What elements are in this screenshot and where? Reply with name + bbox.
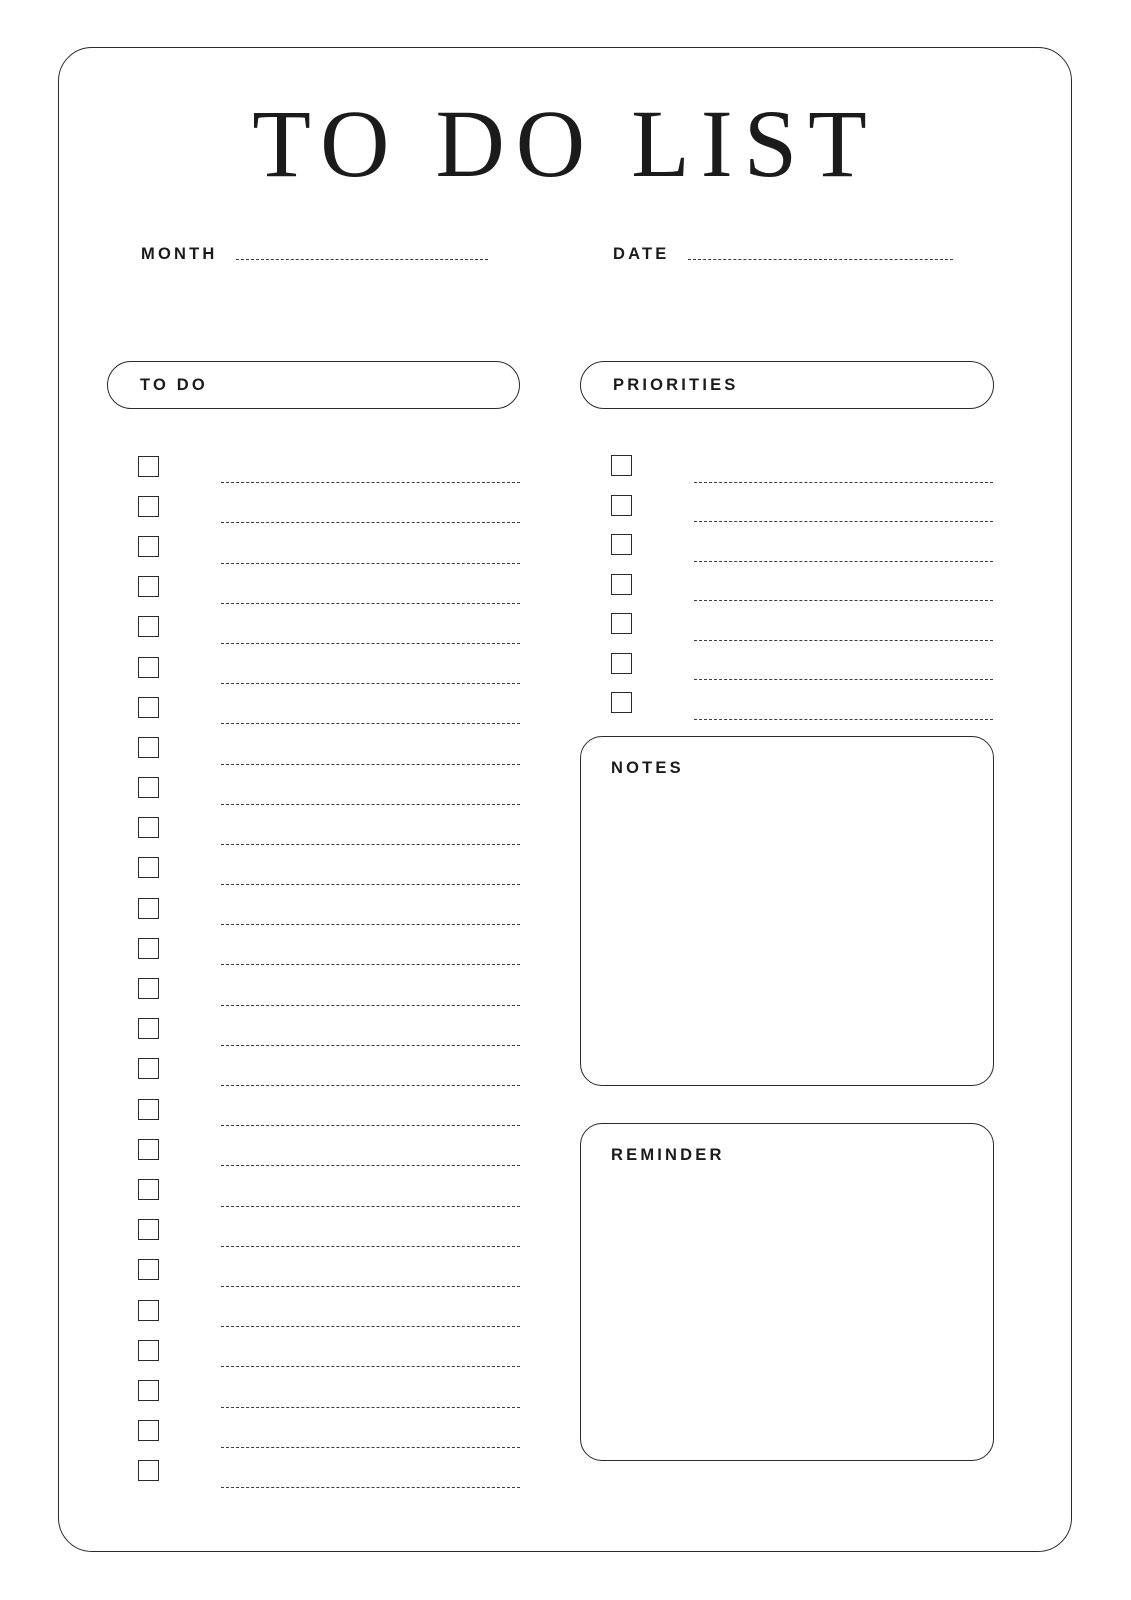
todo-item-input-line[interactable] [221,1206,520,1207]
todo-section-header [107,361,520,409]
checkbox-icon[interactable] [611,613,632,634]
priority-item-input-line[interactable] [694,482,993,483]
todo-item-row[interactable] [138,446,520,486]
priority-item-row[interactable] [611,486,993,526]
todo-item-row[interactable] [138,1411,520,1451]
todo-item-input-line[interactable] [221,1286,520,1287]
priority-item-row[interactable] [611,525,993,565]
todo-item-input-line[interactable] [221,1447,520,1448]
checkbox-icon[interactable] [611,534,632,555]
checkbox-icon[interactable] [138,1179,159,1200]
checkbox-icon[interactable] [138,1099,159,1120]
todo-checklist [138,446,520,1491]
todo-item-input-line[interactable] [221,522,520,523]
checkbox-icon[interactable] [611,455,632,476]
todo-item-row[interactable] [138,1129,520,1169]
todo-item-row[interactable] [138,1330,520,1370]
todo-item-row[interactable] [138,1049,520,1089]
priority-item-row[interactable] [611,644,993,684]
todo-item-row[interactable] [138,526,520,566]
priority-item-row[interactable] [611,604,993,644]
todo-item-input-line[interactable] [221,844,520,845]
checkbox-icon[interactable] [138,737,159,758]
date-field[interactable] [613,245,953,264]
checkbox-icon[interactable] [138,697,159,718]
priorities-section-header [580,361,994,409]
checkbox-icon[interactable] [138,938,159,959]
priority-item-row[interactable] [611,565,993,605]
todo-item-input-line[interactable] [221,563,520,564]
checkbox-icon[interactable] [138,1340,159,1361]
checkbox-icon[interactable] [138,1018,159,1039]
todo-item-input-line[interactable] [221,924,520,925]
reminder-label: REMINDER [611,1146,725,1164]
todo-item-input-line[interactable] [221,1407,520,1408]
checkbox-icon[interactable] [138,496,159,517]
priorities-section-label: PRIORITIES [613,375,739,394]
todo-item-row[interactable] [138,888,520,928]
todo-item-input-line[interactable] [221,1045,520,1046]
todo-item-row[interactable] [138,567,520,607]
checkbox-icon[interactable] [138,536,159,557]
page-title: TO DO LIST [252,90,878,197]
checkbox-icon[interactable] [138,1219,159,1240]
todo-item-row[interactable] [138,1290,520,1330]
todo-item-input-line[interactable] [221,804,520,805]
checkbox-icon[interactable] [138,1420,159,1441]
priority-item-input-line[interactable] [694,719,993,720]
todo-item-row[interactable] [138,1169,520,1209]
todo-item-input-line[interactable] [221,1366,520,1367]
date-input-line[interactable] [688,259,953,260]
priority-item-input-line[interactable] [694,600,993,601]
checkbox-icon[interactable] [138,817,159,838]
todo-item-input-line[interactable] [221,1487,520,1488]
checkbox-icon[interactable] [138,1460,159,1481]
checkbox-icon[interactable] [138,1139,159,1160]
todo-item-row[interactable] [138,1250,520,1290]
reminder-box[interactable] [580,1123,994,1461]
priority-item-row[interactable] [611,446,993,486]
todo-item-input-line[interactable] [221,1246,520,1247]
todo-item-input-line[interactable] [221,683,520,684]
checkbox-icon[interactable] [138,1058,159,1079]
todo-item-row[interactable] [138,928,520,968]
todo-item-row[interactable] [138,848,520,888]
todo-item-input-line[interactable] [221,1005,520,1006]
todo-item-input-line[interactable] [221,482,520,483]
todo-item-input-line[interactable] [221,1085,520,1086]
checkbox-icon[interactable] [138,657,159,678]
checkbox-icon[interactable] [611,574,632,595]
priority-item-input-line[interactable] [694,640,993,641]
todo-item-row[interactable] [138,1451,520,1491]
checkbox-icon[interactable] [138,898,159,919]
todo-item-row[interactable] [138,647,520,687]
todo-item-row[interactable] [138,727,520,767]
todo-item-input-line[interactable] [221,764,520,765]
todo-item-row[interactable] [138,808,520,848]
month-label: MONTH [141,245,218,263]
todo-item-row[interactable] [138,1009,520,1049]
printable-page [58,47,1072,1552]
checkbox-icon[interactable] [611,653,632,674]
checkbox-icon[interactable] [138,978,159,999]
priority-item-input-line[interactable] [694,561,993,562]
todo-item-input-line[interactable] [221,723,520,724]
todo-item-input-line[interactable] [221,603,520,604]
todo-item-row[interactable] [138,1210,520,1250]
todo-section-label: TO DO [140,375,208,394]
todo-item-input-line[interactable] [221,1165,520,1166]
checkbox-icon[interactable] [611,692,632,713]
todo-item-row[interactable] [138,486,520,526]
priority-item-input-line[interactable] [694,679,993,680]
checkbox-icon[interactable] [611,495,632,516]
checkbox-icon[interactable] [138,1300,159,1321]
priority-item-row[interactable] [611,683,993,723]
todo-item-input-line[interactable] [221,884,520,885]
notes-box[interactable] [580,736,994,1086]
checkbox-icon[interactable] [138,857,159,878]
checkbox-icon[interactable] [138,777,159,798]
todo-item-input-line[interactable] [221,1125,520,1126]
header-fields [59,245,1071,275]
todo-item-input-line[interactable] [221,964,520,965]
priority-item-input-line[interactable] [694,521,993,522]
checkbox-icon[interactable] [138,1259,159,1280]
month-input-line[interactable] [236,259,488,260]
todo-item-row[interactable] [138,768,520,808]
priorities-checklist [611,446,993,723]
date-label: DATE [613,245,670,263]
notes-label: NOTES [611,759,684,777]
checkbox-icon[interactable] [138,1380,159,1401]
todo-item-row[interactable] [138,687,520,727]
todo-item-row[interactable] [138,1370,520,1410]
checkbox-icon[interactable] [138,456,159,477]
todo-item-row[interactable] [138,968,520,1008]
todo-item-row[interactable] [138,607,520,647]
todo-item-row[interactable] [138,1089,520,1129]
todo-item-input-line[interactable] [221,1326,520,1327]
checkbox-icon[interactable] [138,576,159,597]
todo-item-input-line[interactable] [221,643,520,644]
checkbox-icon[interactable] [138,616,159,637]
month-field[interactable] [141,245,488,264]
